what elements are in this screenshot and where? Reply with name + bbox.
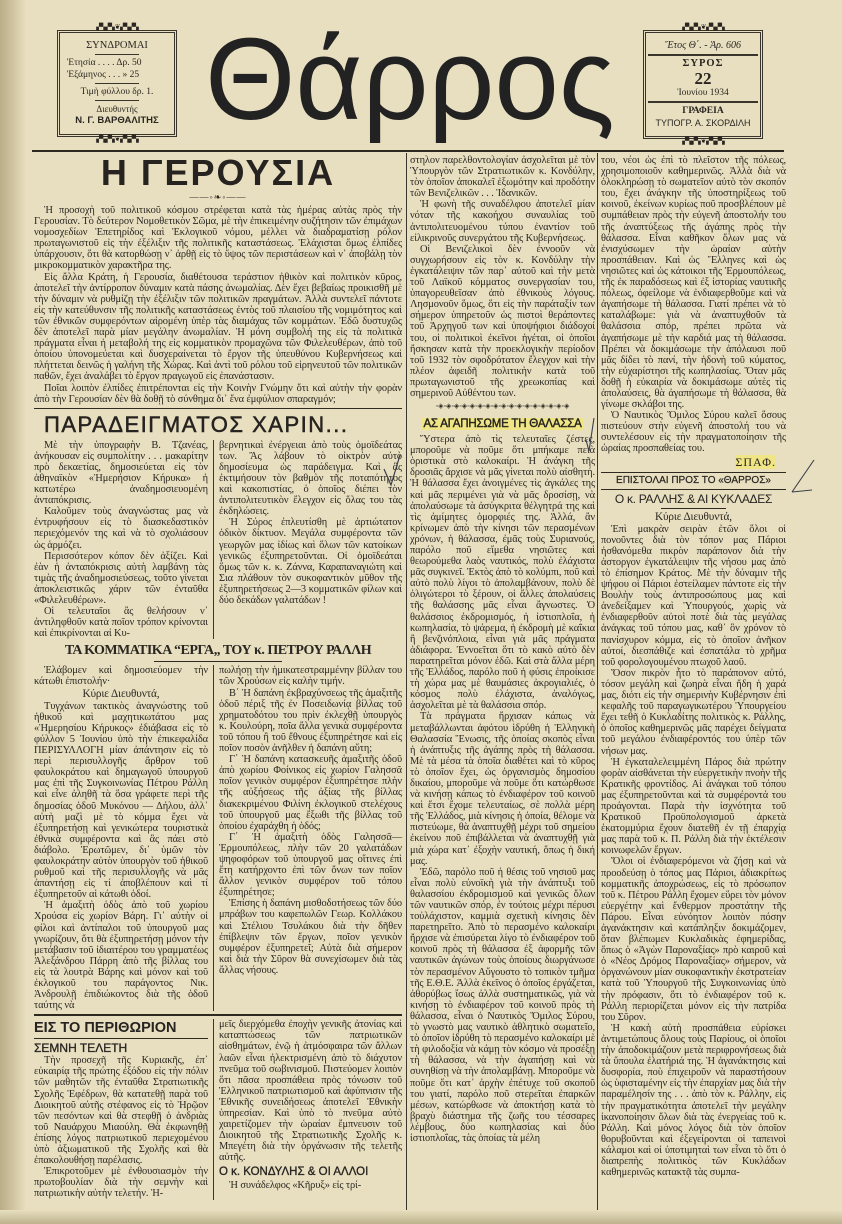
left-section xyxy=(34,154,402,1200)
greek-key-ornament: ▞▚▞▚ ❦ ▞▚▞▚ xyxy=(96,135,138,143)
annual-price: Ἐτησία . . . . Δρ. 50 xyxy=(67,58,142,68)
paragraph: Ἐδῶ, παρόλο ποῦ ἡ θέσις τοῦ νησιοῦ μας εἶναι πολὺ εὐνοϊκὴ γιὰ τὴν ἀνάπτυξι τοῦ θαλασσίου ἐκδρομισμοῦ καὶ γενικῶς ὅλων τῶν ναυτικῶν σπόρ, ἐν τούτοις μέχρι πέρυσι τοὐλάχιστον, καμμιὰ σχετικὴ κίνησις δὲν παρετηρεῖτο. Ἀπὸ τὸ περασμένο καλοκαίρι ἤρχισε νὰ ἐπισύρεται λίγο τὸ ἐνδιαφέρον τοῦ κοινοῦ πρὸς τὴ θάλασσα ἐξ ἀφορμῆς τῶν ναυτικῶν ἀγώνων τοὺς ὁποίους διωργάνωσε τὸν περασμένον Αὔγουστο τὸ τοπικὸν τμῆμα τῆς Ε.Θ.Ε. Ἀλλὰ ἐκεῖνος ὁ ὁποῖος ἐργάζεται, ἀθορύβως ἴσως ἀλλὰ συστηματικῶς, γιὰ νὰ κινήσῃ τὸ ἐνδιαφέρον τοῦ κοινοῦ πρὸς τὴ θάλασσα, εἶναι ὁ Ναυτικὸς Ὅμιλος Σύρου, τὸ γνωστὸ μας ναυτικὸ ἀθλητικὸ σωματεῖο, τὸ ὁποῖον ἱδρύθη τὸ περασμένο καλοκαίρι μὲ τὴ φιλοδοξία νὰ κάμῃ τὸν κόσμο νὰ προσέξῃ τὴ θάλασσα, νὰ τὴν ἀγαπήσῃ καὶ νὰ συνηθίσῃ νὰ τὴν ἀπολαμβάνῃ. Μποροῦμε νὰ ποῦμε ὅτι κατ᾽ ἀρχὴν ἐπέτυχε τοῦ σκοποῦ του γιατί, παρόλο ποῦ στερεῖται ἐπαρκῶν μέσων, κατώρθωσε νὰ ἀποκτήσῃ κατὰ τὸ βραχὺ διάστημα τῆς ζωῆς του τέσσαρες λέμβους, δύο κωπηλασίας καὶ δύο ἱστιοπλοΐας, τὰς ὁποίας τὰ μέλη xyxy=(410,866,595,1144)
paragraph: Ἡ κακὴ αὐτὴ προσπάθεια εὑρίσκει ἀντιμετώπους ὅλους τοὺς Παρίους, οἱ ὁποῖοι τὴν ἀποδοκιμάζουν μετὰ περιφρονήσεως διὰ τὰ ὕπουλα ἐλατήριά της. Ἡ ἀγανάκτησις καὶ δυσφορία, ποὺ ἐπιχειροῦν νὰ παραστήσουν ὡς ὑφισταμένην εἰς τὴν ἐπαρχίαν μας διὰ τὴν παραμέλησίν της . . . ἀπὸ τὸν κ. Ράλλην, εἰς τὴν πραγματικότητα ἀποτελεῖ τὴν μεγάλην ἱκανοποίησιν ὅλων διὰ τὰς ἐνεργείας τοῦ κ. Ράλλη. Καὶ μόνος λόγος διὰ τὸν ὁποῖον θορυβοῦνται καὶ ἐξεγείρονται οἱ ταπεινοὶ κάλαμοι καὶ οἱ ὑποτιμηταὶ των εἶναι τὸ ὅτι ὁ διαπρεπὴς πολιτικὸς τῶν Κυκλάδων καθημερινῶς κατακτᾷ τὰς συμπα- xyxy=(601,1022,786,1179)
paragraph: Ἡ προσοχὴ τοῦ πολιτικοῦ κόσμου στρέφεται κατὰ τὰς ἡμέρας αὐτὰς πρὸς τὴν Γερουσίαν. Τὸ δεύτερον Νομοθετικὸν Σῶμα, μὲ τὴν ἐπικειμένην συζήτησιν τῶν ἐπιμάχων νομοσχεδίων Ἐπετηρίδος καὶ Ἐκλογικοῦ νόμου, μέλλει νὰ διαδραματίσῃ ρόλον πρωταγωνιστοῦ εἰς τὴν ἐξέλιξιν τῆς πολιτικῆς καταστάσεως. Ἐλάχισται ὅμως ἐλπίδες ὑπάρχουσιν, ὅτι θὰ κατορθώσῃ ν᾽ ἀρθῇ εἰς τὸ ὕψος τῶν περιστάσεων καὶ ν᾽ ἀποβάλῃ τὸν μικροκομματικὸν χαρακτῆρα της. xyxy=(34,205,402,272)
pen-checkmark xyxy=(585,418,595,452)
short-rule xyxy=(154,661,283,662)
director-label: Διευθυντής xyxy=(96,104,138,114)
headline-rallis-kyklades: Ο κ. ΡΑΛΛΗΣ & ΑΙ ΚΥΚΛΑΔΕΣ xyxy=(614,491,773,506)
greek-key-ornament: ▞▚▞▚ ❦ ▞▚▞▚ xyxy=(682,23,724,31)
article-semni-teleti-col1 xyxy=(34,1055,208,1199)
column-divider xyxy=(597,153,598,1210)
paragraph: βερνητικαὶ ἐνέργειαι ἀπὸ τοὺς ὁμοϊδεάτας των. Ἂς λάβουν τὸ οἰκτρὸν αὐτὸ δημοσίευμα ὡς παράδειγμα. Καὶ ἂς ἐκτιμήσουν τὸν βαθμὸν τῆς ποταπότητος καὶ κακοπιστίας, ὁ ὁποῖος διέπει τὸν ἀντιπολιτευτικὸν ἔλεγχον εἰς ὅλας του τὰς ἐκδηλώσεις. xyxy=(219,439,402,518)
article-paradeigmatos-col2 xyxy=(213,440,402,640)
article-kondylis-start xyxy=(219,1180,402,1191)
subscriptions-box xyxy=(57,23,177,143)
director-name: Ν. Γ. ΒΑΡΘΑΛΙΤΗΣ xyxy=(75,115,159,126)
middle-column xyxy=(410,155,595,1144)
section-rule xyxy=(34,1014,402,1016)
article-paradeigmatos-col1 xyxy=(34,440,213,640)
article-kommatika-col1 xyxy=(34,665,213,1011)
paragraph: Ὕστερα ἀπὸ τὶς τελευταῖες ζέστες, μποροῦμε νὰ ποῦμε ὅτι μπήκαμε πειὰ ὁριστικὰ στὸ καλοκαίρι. Ἡ ἀνάγκη τῆς δροσιᾶς ἄρχισε νὰ μᾶς γίνεται πολὺ αἰσθητή. Ἡ θάλασσα ἔχει ἀνοιγμένες τὶς ἀγκάλες της καὶ μᾶς περιμένει γιὰ νὰ μᾶς δροσίσῃ, νὰ ἀπολαύσωμε τὰ ἀσύγκριτα θέλγητρά της καὶ τὶς ἀμίμητες ὀμορφιές της. Ἀλλά, ἂν κρίνωμεν ἀπὸ τὴν κίνησι τῶν περασμένων χρόνων, ἡ θάλασσα, ἐμᾶς τοὺς Συριανούς, παρόλο ποῦ εἴμεθα νησιῶτες καὶ θεωρούμεθα λαὸς ναυτικός, πολὺ ἐλάχιστα μᾶς συγκινεῖ. Ἐκτὸς ἀπὸ τὸ κολύμπι, ποῦ καὶ αὐτὸ πολὺ λίγοι τὸ ἀπολαμβάνουν, πολὺ δὲ ὀλιγώτεροι τὸ ξέρουν, οἱ ἄλλες ἀπολαύσεις τῆς θαλάσσης μᾶς εἶναι ἄγνωστες. Ὁ θαλάσσιος ἐκδρομισμός, ἡ ἱστιοπλοΐα, ἡ κωπηλασία, τὸ ψάρεμα, ἡ ἐκδρομὴ μὲ καΐκια ἢ βενζινόπλοια, εἶναι γιὰ μᾶς πράγματα ἀδιάφορα. Ἐννοεῖται ὅτι τὸ κακὸ αὐτὸ δὲν παρατηρεῖται μόνον ἐδῶ. Καὶ στὰ ἄλλα μέρη τῆς Ἑλλάδος, παρόλο ποῦ ἡ φύσις ἐπροίκισε τὴ χώρα μας μὲ θαυμάσιες ἀκρογιαλιές, ὁ κόσμος πολὺ ἐλάχιστα, ἀναλόγως, ἀσχολεῖται μὲ τὰ θαλάσσια σπόρ. xyxy=(410,434,595,712)
headline-gerousia: Η ΓΕΡΟΥΣΙΑ xyxy=(100,152,336,193)
section-rule xyxy=(601,489,786,490)
paragraph: Ἐλάβομεν καὶ δημοσιεύομεν τὴν κάτωθι ἐπιστολήν· xyxy=(34,665,208,688)
article-kondylis-continued xyxy=(410,155,595,399)
offices-address: ΤΥΠΟΓΡ. Α. ΣΚΟΡΔΙΛΗ xyxy=(655,118,751,128)
perithorion-col2 xyxy=(213,1019,402,1199)
pen-checkmark xyxy=(382,455,402,489)
paragraph: του, νέοι ὡς ἐπὶ τὸ πλεῖστον τῆς πόλεως, χρησιμοποιοῦν καθημερινῶς. Ἀλλὰ διὰ νὰ ὁλοκληρώσῃ τὸ σωματεῖον αὐτὸ τὸν σκοπόν του, ἔχει ἀνάγκην τῆς ὑποστηρίξεως τοῦ κοινοῦ, ἐκείνων κυρίως ποῦ προσβλέπουν μὲ συμπάθειαν πρὸς τὴν εὐγενῆ ἀποστολήν του τῆς ἀναπτύξεως τῆς ἀγάπης πρὸς τὴν θάλασσα. Εἶναι καθῆκον ὅλων μας νὰ ἐνισχύσωμεν τὴν ὡραίαν αὐτὴν προσπάθειαν. Καὶ ὡς Ἕλληνες καὶ ὡς νησιῶτες καὶ ὡς κάτοικοι τῆς Ἑρμουπόλεως, τῆς ἐκ παραδόσεως καὶ ἐξ ἱστορίας ναυτικῆς πόλεως, ὀφείλομε νὰ ἐνδιαφερθοῦμε καὶ νὰ ἀγαπήσωμε τὴ θάλασσα. Γιατί πρέπει νὰ τὸ καταλάβωμε: γιὰ νὰ ἀναπτυχθοῦν τὰ θαλάσσια σπόρ, πρέπει πρῶτα νὰ ἀγαπήσωμε μὲ τὴν καρδιά μας τὴ θάλασσα. Πρέπει νὰ δοκιμάσωμε τὴν ἀπόλαυσι ποῦ μᾶς δίδει τὸ πανί, τὴν ἡδονὴ τοῦ κύματος, τὴν εὐχαρίστησι τῆς κωπηλασίας. Ὅταν μᾶς δοθῇ ἡ εὐκαιρία νὰ δοκιμάσωμε αὐτὲς τὶς ἀπολαύσεις, θὰ ἀγαπήσωμε τὴ θάλασσα, θὰ γίνωμε σκλάβοι της. xyxy=(601,155,786,411)
paragraph: στηλον παρελθοντολογίαν ἀσχολεῖται μὲ τὸν Ὑπουργὸν τῶν Στρατιωτικῶν κ. Κονδύλην, τὸν ὁποῖον ἀποκαλεῖ ἐξωμότην καὶ προδότην τῶν Βενιζελικῶν . . . Ἰδανικῶν. xyxy=(410,155,595,200)
ornament-divider: ——◦❧◦—— xyxy=(189,192,247,202)
issue-city: ΣΥΡΟΣ xyxy=(682,58,724,69)
issue-box xyxy=(643,23,763,145)
paragraph: Γ΄ Ἡ δαπάνη κατασκευῆς ἁμαξιτῆς ὁδοῦ ἀπὸ χωρίου Φοίνικος εἰς χωρίον Γαλησσᾶ ποῖον γενικὸν συμφέρον ἐξυπηρέτησε πλὴν τῆς αὐξήσεως τῆς ἀξίας τῆς βίλλας διακεκριμένου Φιλίνη ἐκλογικοῦ στελέχους τοῦ ὑπουργοῦ μας ἔξωθι τῆς βίλλας τοῦ ὁποίου ἐχαράχθη ἡ ὁδός; xyxy=(219,754,402,832)
letters-heading: ΕΠΙΣΤΟΛΑΙ ΠΡΟΣ ΤΟ «ΘΑΡΡΟΣ» xyxy=(616,474,771,486)
headline-thalassa: ΑΣ ΑΓΑΠΗΣΩΜΕ ΤΗ ΘΑΛΑΣΣΑ xyxy=(423,418,582,431)
paragraph: Ἡ ἐγκαταλελειμμένη Πάρος διὰ πρώτην φορὰν αἰσθάνεται τὴν εὐεργετικὴν πνοὴν τῆς Κρατικῆς φροντίδος. Αἱ ἀνάγκαι τοῦ τόπου μας ἐξυπηρετοῦνται καὶ τὰ συμφέροντά του προάγονται. Παρὰ τὴν ἰσχνότητα τοῦ Κρατικοῦ Προϋπολογισμοῦ ἀρκετὰ ἑκατομμύρια ἔχουν διατεθῆ ἐν τῇ ἐπαρχίᾳ μας παρὰ τοῦ κ. Π. Ράλλη διὰ τὴν ἐκτέλεσιν κοινωφελῶν ἔργων. xyxy=(601,756,786,857)
paragraph: Γ΄ Ἡ ἁμαξιτὴ ὁδὸς Γαλησσᾶ—Ἑρμουπόλεως, πλὴν τῶν 20 γαλατάδων ψηφοφόρων τοῦ ὑπουργοῦ μας οἵτινες ἐπὶ ἔτη κατήρχοντο ἐπὶ τῶν ὄνων των ποῖον ἄλλον γενικὸν συμφέρον τοῦ τόπου ἐξυπηρέτησε; xyxy=(219,831,402,899)
paragraph: Ἡ Σύρος ἐπλευτίσθη μὲ ἀρτιώτατον ὁδικὸν δίκτυον. Μεγάλα συμφέροντα τῶν γεωργῶν μας ἰδίως καὶ ὅλων τῶν κατοίκων γενικῶς ἐξυπηρετοῦνται. Οἱ ὁμοϊδεάται ὅμως τῶν κ. κ. Ζάννα, Καραπαναγιώτη καὶ Σια πλάθουν τὸν συκοφαντικὸν μῦθον τῆς ἐξυπηρετήσεως 2—3 κομματικῶν φίλων καὶ δύο δεκάδων γαλατάδων ! xyxy=(219,517,402,606)
issue-day: 22 xyxy=(694,69,712,88)
paragraph: Ἐπὶ μακρὰν σειρὰν ἐτῶν ὅλοι οἱ πονοῦντες διὰ τὸν τόπον μας Πάριοι ἠσθανόμεθα πικρὸν παράπονον διὰ τὴν ἀστοργον ἐγκατάλειψιν τῆς νήσου μας ἀπὸ τὸ ἐπίσημον Κράτος. Μὲ τὴν δύναμιν τῆς ψήφου οἱ Πάριοι ἐστείλαμεν πάντοτε εἰς τὴν Βουλὴν τοὺς ἀντιπροσώπους μας καὶ ἀνεδείξαμεν καὶ Ὑπουργούς, χωρὶς νὰ ἐνδιαφερθοῦν αὐτοὶ ποτὲ διὰ τὰς μεγάλας ἀνάγκας τοῦ τόπου μας, καθ᾽ ὃν χρόνον τὸ πανίσχυρον κόμμα, εἰς τὸ ὁποῖον ἀνῆκον αὐτοί, διεσπάθιζε καὶ ἐσπατάλα τὸ χρῆμα τοῦ φορολογουμένου πτωχοῦ λαοῦ. xyxy=(601,523,786,668)
paragraph: Οἱ Βενιζελικοὶ δὲν ἐννοοῦν νὰ συγχωρήσουν εἰς τὸν κ. Κονδύλην τὴν ἐγκατάλειψιν τῶν παρ᾽ αὐτοῦ καὶ τὴν μετὰ τοῦ Λαϊκοῦ κόμματος συνεργασίαν του, ὑπαγορευθεῖσαν ἀπὸ ἐθνικοὺς λόγους. Λησμονοῦν ὅμως, ὅτι εἰς τὴν παράταξίν των σήμερον ὑπηρετοῦν ὡς πιστοὶ θεράποντες τοῦ Ἀρχηγοῦ των καὶ ὑποψήφιοι διάδοχοί του, οἱ πολιτικοὶ ἐκεῖνοι ἡγέται, οἱ ὁποῖοι ἤσκησαν κατὰ τὴν προεκλογικὴν περίοδον τοῦ 1932 τὸν σφοδρότατον ἔλεγχον καὶ τὴν πλέον ἀφειδῆ πολιτικὴν κατὰ τοῦ πρωταγωνιστοῦ τῆς χρεωκοπίας καὶ σημερινοῦ Αὐθέντου των. xyxy=(410,243,595,399)
paragraph: Τυγχάνων τακτικὸς ἀναγνώστης τοῦ ἡθικοῦ καὶ μαχητικωτάτου μας «Ἡμερησίου Κήρυκος» ἐδιάβασα εἰς τὸ φύλλον 5 Ἰουνίου ὑπὸ τὴν ἐπικεφαλίδα ΠΕΡΙΣΥΛΛΟΓΗ μίαν ἀπάντησιν εἰς τὸ περὶ περισυλλογῆς ἄρθρον τοῦ φαυλοκράτου καὶ δημαγωγοῦ ὑπουργοῦ μας ἐπὶ τῆς Συγκοινωνίας Πέτρου Ράλλη καὶ εἶνε ἀληθῆ τὰ ὅσα γράφετε περὶ τῆς δημοσίας ὁδοῦ Μυκόνου — Δήλου, ἀλλ᾽ αὐτὴ μαζὶ μὲ τὸ κόμμα ἔχει νὰ ἐξυπηρετήσῃ καὶ γενικώτερα τουριστικὰ ἐθνικὰ συμφέροντα καὶ ἂς πάει στὸ διάβολο. Ἐρωτῶμεν, δι᾽ ὑμῶν τὸν φαυλοκράτην αὐτὸν ὑπουργὸν τοῦ ἡθικοῦ ρυθμοῦ καὶ τῆς περισυλλογῆς νὰ μᾶς ἀπαντήσῃ εἰς τί ἀποβλέπουν καὶ τί ἐξυπηρετοῦν αἱ κάτωθι ὁδοί. xyxy=(34,700,208,901)
subscriptions-heading: ΣΥΝΔΡΟΜΑΙ xyxy=(86,40,148,51)
issue-number: Ἔτος Θ΄. - Ἀρ. 606 xyxy=(665,40,741,51)
headline-paradeigmatos: ΠΑΡΑΔΕΙΓΜΑΤΟΣ ΧΑΡΙΝ... xyxy=(44,411,349,437)
article-semni-teleti-col2 xyxy=(219,1019,402,1163)
paragraph: Καλοῦμεν τοὺς ἀναγνώστας μας νὰ ἐντρυφήσουν εἰς τὸ διασκεδαστικὸν περιεχόμενόν της καὶ νὰ τὸ σχολιάσουν ὡς ἁρμόζει. xyxy=(34,506,208,551)
paragraph: Οἱ τελευταῖοι ἂς θελήσουν ν᾽ ἀντιληφθοῦν κατὰ ποῖον τρόπον κρίνονται καὶ ἐπικρίνονται αἱ Κυ- xyxy=(34,606,208,640)
paragraph: μεῖς διερχόμεθα ἐποχὴν γενικῆς ἀτονίας καὶ καταπτώσεως τῶν πατριωτικῶν αἰσθημάτων, ἐνῷ ἡ ἀτμόσφαιρα τῶν ἄλλων λαῶν εἶναι ἠλεκτρισμένη ἀπὸ τὸ διάχυτον πνεῦμα τοῦ σωβινισμοῦ. Πιστεύομεν λοιπὸν ὅτι πᾶσα προσπάθεια πρὸς τόνωσιν τοῦ Ἑλληνικοῦ πατριωτισμοῦ καὶ ἀφύπνισιν τῆς Ἐθνικῆς συνειδήσεως ἀποτελεῖ Ἐθνικὴν ὑπηρεσίαν. Καὶ ὑπὸ τὸ πνεῦμα αὐτὸ χαιρετίζομεν τὴν ὡραίαν ἔμπνευσιν τοῦ Διοικητοῦ τῆς Στρατιωτικῆς Σχολῆς κ. Μπεγέτη διὰ τὴν ὀργάνωσιν τῆς τελετῆς αὐτῆς. xyxy=(219,1019,402,1164)
headline-perithorion: ΕΙΣ ΤΟ ΠΕΡΙΘΩΡΙΟΝ xyxy=(34,1020,177,1037)
short-rule xyxy=(34,1038,208,1039)
pen-checkmark xyxy=(790,458,816,494)
paragraph: Ἡ ἁμαξιτὴ ὁδὸς ἀπὸ τοῦ χωρίου Χρούσα εἰς χωρίον Βάρη. Γι᾽ αὐτὴν οἱ φίλοι καὶ ἀντίπαλοι τοῦ ὑπουργοῦ μας γνωρίζουν, ὅτι θὰ ἐξυπηρετήσῃ μόνον τὴν μετάβασιν τοῦ ἰδιαιτέρου του γραμματέως Ἀλεξάνδρου Πάρρη ἀπὸ τῆς βίλλας του εἰς τὰ λουτρὰ Βάρης καὶ μόνον καὶ τοῦ ἐκλογικοῦ του παράγοντος Νικ. Ἀνδρουλῇ ἐπιδιώκοντος διὰ τῆς ὁδοῦ ταύτης νὰ xyxy=(34,900,208,1012)
section-rule xyxy=(601,472,786,473)
semiannual-price: Ἑξάμηνος . . . » 25 xyxy=(67,70,140,80)
issue-month-year: Ἰουνίου 1934 xyxy=(677,88,729,98)
paragraph: Τὰ πράγματα ἤρχισαν κάπως νὰ μεταβάλλωνται ἀφότου ἱδρύθη ἡ Ἑλληνικὴ Θαλασσία Ἕνωσις, τῆς ὁποίας σκοπὸς εἶναι ἡ ἀνάπτυξις τῆς ἀγάπης πρὸς τὴ θάλασσα. Μὲ τὰ μέσα τὰ ὁποῖα διαθέτει καὶ τὸ κῦρος τὸ ὁποῖον ἔχει, ὡς ὀργανισμὸς δημοσίου δικαίου, μποροῦμε νὰ ποῦμε ὅτι κατώρθωσε νὰ κινήσῃ κάπως τὸ ἐνδιαφέρον τοῦ κοινοῦ καὶ ἔτσι ἔχομε τελευταίως, σὲ πολλὰ μέρη τῆς Ἑλλάδος, μιὰ κίνησις ἡ ὁποία, θέλομε νὰ πιστεύωμε, θὰ ἀναπτυχθῇ μέχρι τοῦ σημείου ἐκείνου ποῦ ἐπιβάλλεται νὰ ἀναπτυχθῇ γιὰ μιὰ χώρα κατ᾽ ἐξοχὴν ναυτική, ὅπως ἡ δική μας. xyxy=(410,711,595,867)
paragraph: Περισσότερον κόπον δὲν ἀξίζει. Καὶ ἐὰν ἡ ἀνταπόκρισις αὐτὴ λαμβάνῃ τὰς τιμὰς τῆς ἀναδημοσιεύσεως, τοῦτο γίνεται ἀποκλειστικῶς χάριν τῶν ἐνταῦθα «Φιλελευθέρων». xyxy=(34,550,208,606)
section-rule xyxy=(34,408,402,409)
paragraph: Ἡ συνάδελφος «Κῆρυξ» εἰς τρί- xyxy=(229,1179,362,1191)
greek-key-ornament: ▞▚▞▚ ❦ ▞▚▞▚ xyxy=(682,137,724,145)
paragraph: Β΄ Ἡ δαπάνη ἐκβραχύνσεως τῆς ἁμαξιτῆς ὁδοῦ πέριξ τῆς ἐν Ποσειδωνίᾳ βίλλας τοῦ χρηματοδότου του πρὶν ἐκλεχθῇ ὑπουργὸς κ. Κουλούρη, ποῖα ἄλλα γενικὰ συμφέροντα τοῦ τόπου ἢ τοῦ ἔθνους ἐξυπηρέτησε καὶ εἰς ποῖον ποσὸν ἀνῆλθεν ἡ δαπάνη αὕτη; xyxy=(219,687,402,755)
ornament-divider: ◦◈◦◈◦◈◦◈◦◈◦◈◦◈◦◈◦◈◦◈◦◈◦◈◦◈◦◈◦◈◦◈◦◈ xyxy=(435,402,570,411)
right-column xyxy=(601,155,786,1178)
paragraph: Ὅλοι οἱ ἐνδιαφερόμενοι νὰ ζήσῃ καὶ νὰ προοδεύσῃ ὁ τόπος μας Πάριοι, ἀδιακρίτως κομματικῆς ἀποχρώσεως, εἰς τὸ πρόσωπον τοῦ κ. Πέτρου Ράλλη ἔχομεν εὕρει τὸν μόνον εὐεργέτην καὶ ἔνθερμον προστάτην τῆς Πάρου. Εἶναι εὐνόητον λοιπὸν πόσην ἀγανάκτησιν καὶ κατάπληξιν δοκιμάζομεν, ὅταν βλέπωμεν Κυκλαδικὰς ἐφημερίδας, ὅπως ὁ «Ἀγὼν Παροναξίας» πρὸ καιροῦ καὶ ὁ «Νέος Δρόμος Παροναξίας» σήμερον, νὰ ὀργανώνουν μίαν συκοφαντικὴν ἐκστρατείαν κατὰ τοῦ Ὑπουργοῦ τῆς Συγκοινωνίας ὑπὸ τὴν πρόφασιν, ὅτι τὸ ἐνδιαφέρον τοῦ κ. Ράλλη περιορίζεται μόνον εἰς τὴν πατρίδα του Σῦρον. xyxy=(601,856,786,1023)
article-thalassa-continued xyxy=(601,155,786,455)
scan-edge-left xyxy=(0,0,26,1224)
issue-price: Τιμὴ φύλλου δρ. 1. xyxy=(80,87,154,97)
article-rallis-letter xyxy=(601,512,786,1179)
paragraph: Ἐπικροτοῦμεν μὲ ἐνθουσιασμὸν τὴν πρωτοβουλίαν διὰ τὴν σεμνὴν καὶ πατριωτικὴν αὐτὴν τελετήν. Ἡ- xyxy=(34,1166,208,1200)
signature-spaf: ΣΠΑΦ. xyxy=(735,454,776,469)
offices-label: ΓΡΑΦΕΙΑ xyxy=(682,106,724,116)
paragraph: Τὴν προσεχῆ τῆς Κυριακῆς, ἐπ᾽ εὐκαιρίᾳ τῆς πρώτης ἐξόδου εἰς τὴν πόλιν τῶν μαθητῶν τῆς ἐνταῦθα Στρατιωτικῆς Σχολῆς Ἐφέδρων, θὰ κατατεθῇ παρὰ τοῦ Διοικητοῦ αὐτῆς στέφανος εἰς τὸ Ἡρῷον τῶν πεσόντων καὶ θὰ στεφθῇ ὁ ἀνδριὰς τοῦ Ναυάρχου Μιαούλη. Θὰ ἐκφωνηθῇ ἐπίσης λόγος πατριωτικοῦ περιεχομένου ὑπὸ ἀξιωματικοῦ τῆς Σχολῆς καὶ θὰ ἐπακολουθήσῃ παρέλασις. xyxy=(34,1055,208,1167)
short-rule xyxy=(661,508,726,509)
article-gerousia xyxy=(34,205,402,405)
scan-edge-bottom xyxy=(0,1210,842,1224)
paragraph: Ὁ Ναυτικὸς Ὅμιλος Σύρου καλεῖ ὅσους πιστεύουν στὴν εὐγενῆ ἀποστολή του νὰ συντελέσουν εἰς τὴν πραγματοποίησιν τῆς ὡραίας προσπαθείας του. xyxy=(601,410,786,455)
paragraph: Εἰς ἄλλα Κράτη, ἡ Γερουσία, διαθέτουσα τεράστιον ἠθικὸν καὶ πολιτικὸν κῦρος, ἀποτελεῖ τὴν ἀντίρροπον δύναμιν κατὰ πάσης ἀνωμαλίας. Δὲν ἔχει βεβαίως προικισθῆ μὲ τὴν δύναμιν νὰ ρυθμίζῃ τὴν ἐξέλιξιν τῶν πολιτικῶν πραγμάτων. Ἀλλὰ συντελεῖ πάντοτε εἰς τὴν κατεύθυνσιν τῆς πολιτικῆς καταστάσεως ἐντὸς τοῦ πλαισίου τῆς νομιμότητος καὶ τῶν ἐθνικῶν συμφερόντων αἰρομένη ὑπὲρ τὰς διαμάχας τῶν κομμάτων. Ἐδῶ δυστυχῶς δὲν ἀποτελεῖ παρὰ μίαν μεγάλην ἀνωμαλίαν. Ἡ μόνη συμβολή της εἰς τὰ πολιτικὰ πράγματα εἶναι ἡ μεταβολή της εἰς κομματικὸν προμαχῶνα τῶν Φιλελευθέρων, ἀπὸ τοῦ ὁποίου ὑπονομεύεται καὶ δυσχεραίνεται τὸ ἔργον τῆς ὑπευθύνου Κυβερνήσεως καὶ πλήττεται δεινῶς ἡ γαλήνη τῆς Χώρας. Καὶ ἀντὶ τοῦ ρόλου τοῦ εἰρηνευτοῦ τῶν πολιτικῶν παθῶν, ἔχει ἀναλάβει τὸ ἔργον πραγωγοῦ εἰς ἐπανάστασιν. xyxy=(34,271,402,383)
paragraph: Ὅσον πικρὸν ἦτο τὸ παράπονον αὐτό, τόσον μεγάλη καὶ ζωηρὰ εἶναι ἤδη ἡ χαρά μας, διότι εἰς τὴν σημερινὴν Κυβέρνησιν ἐπὶ κεφαλῆς τοῦ παραγωγικωτέρου Ὑπουργείου ἔχει τεθῆ ὁ Κυκλαδίτης πολιτικὸς κ. Ράλλης, ὁ ὁποῖος καθημερινῶς μᾶς παρέχει δείγματα τοῦ μεγάλου ἐνδιαφέροντός του ὑπὲρ τῶν νήσων μας. xyxy=(601,667,786,757)
perithorion-col1 xyxy=(34,1019,213,1199)
paragraph: πωλήσῃ τὴν ἡμικατεστραμμένην βίλλαν του τῶν Χρούσων εἰς καλὴν τιμήν. xyxy=(219,665,402,688)
paragraph: Ἡ φωνὴ τῆς συναδέλφου ἀποτελεῖ μίαν νόταν τῆς κακοήχου συναυλίας τοῦ ἀντιπολιτευομένου τύπου ἐναντίον τοῦ εἰλικρινοῦς συνεργάτου τῆς Κυβερνήσεως. xyxy=(410,199,595,244)
paragraph: Μὲ τὴν ὑπογραφὴν Β. Τζανέας, ἀνήκουσαν εἰς συμπολίτην . . . μακαρίτην πρὸ δεκαετίας, δημοσιεύεται εἰς τὸν ἀθηναϊκὸν «Ἡμερήσιον Κήρυκα» ἡ κατωτέρω ἀναδημοσιευομένη ἀνταπόκρισις. xyxy=(34,439,208,507)
article-kommatika-col2 xyxy=(213,665,402,1011)
paragraph: Ἐπίσης ἡ δαπάνη μισθοδοτήσεως τῶν δύο μπράβων του καφεπωλῶν Γεωρ. Κολλάκου καὶ Στέλιου Τσυλάκου διὰ τὴν δῆθεν ἐπίβλεψιν τῶν ἔργων, ποῖον γενικὸν συμφέρον ἐξυπηρετεῖ; Αὐτὰ διὰ σήμερον καὶ διὰ τὴν Σῦρον θὰ συνεχίσωμεν διὰ τὰς ἄλλας νήσους. xyxy=(219,898,402,976)
paragraph: Ποῖαι λοιπὸν ἐλπίδες ἐπιτρέπονται εἰς τὴν Κοινὴν Γνώμην ὅτι καὶ αὐτὴν τὴν φορὰν ἀπὸ τὴν Γερουσίαν δὲν θὰ δοθῇ τὸ σύνθημα δι᾽ ἕνα ἐμφύλιον σπαραγμόν; xyxy=(34,382,402,405)
headline-kommatika-erga: ΤΑ ΚΟΜΜΑΤΙΚΑ “ΕΡΓΑ„ ΤΟΥ κ. ΠΕΤΡΟΥ ΡΑΛΛΗ xyxy=(64,643,372,659)
newspaper-title: Θάρρος xyxy=(205,14,615,144)
subheadline-semni-teleti: ΣΕΜΝΗ ΤΕΛΕΤΗ xyxy=(34,1041,128,1056)
salutation: Κύριε Διευθυντά, xyxy=(654,510,733,523)
headline-kondylis: Ο κ. ΚΟΝΔΥΛΗΣ & ΟΙ ΑΛΛΟΙ xyxy=(219,1165,369,1178)
greek-key-ornament: ▞▚▞▚ ❦ ▞▚▞▚ xyxy=(96,23,138,31)
article-thalassa xyxy=(410,434,595,1144)
column-divider xyxy=(406,153,407,1210)
salutation: Κύριε Διευθυντά, xyxy=(82,687,160,700)
